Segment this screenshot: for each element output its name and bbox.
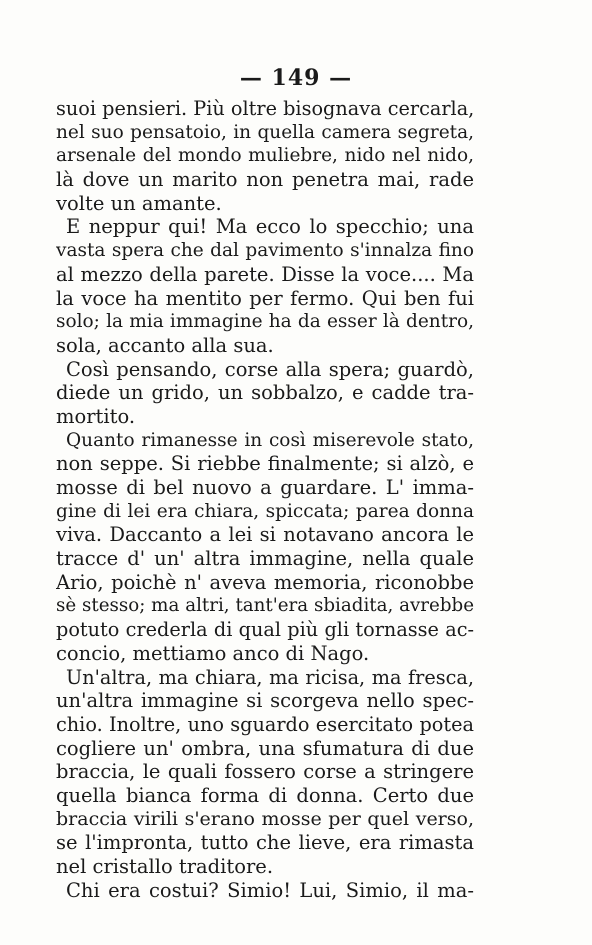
text-line: al mezzo della parete. Disse la voce.... Ma: [56, 262, 474, 286]
text-line: Ario, poichè n' aveva memoria, riconobbe: [56, 570, 474, 594]
text-line: Quanto rimanesse in così miserevole stato,: [66, 429, 474, 451]
text-line: mortito.: [56, 404, 136, 428]
text-line: la voce ha mentito per fermo. Qui ben fui: [56, 286, 474, 310]
body-text: [56, 97, 474, 902]
text-line: cogliere un' ombra, una sfumatura di due: [56, 736, 474, 760]
text-line: vasta spera che dal pavimento s'innalza fino: [56, 240, 474, 262]
text-line: non seppe. Si riebbe finalmente; si alzò, e: [56, 452, 474, 476]
text-line: gine di lei era chiara, spiccata; parea donna: [56, 500, 474, 522]
text-line: braccia virili s'erano mosse per quel verso,: [56, 807, 474, 830]
text-line: là dove un marito non penetra mai, rade: [56, 168, 474, 192]
text-line: braccia, le quali fossero corse a stringere: [56, 760, 474, 784]
text-line: tracce d' un' altra immagine, nella quale: [56, 547, 474, 571]
text-line: diede un grido, un sobbalzo, e cadde tra-: [56, 381, 474, 405]
text-line: Un'altra, ma chiara, ma ricisa, ma fresca,: [66, 665, 474, 689]
text-line: solo; la mia immagine ha da esser là dentro,: [56, 311, 474, 333]
text-line: quella bianca forma di donna. Certo due: [56, 783, 474, 807]
text-line: viva. Daccanto a lei si notavano ancora le: [56, 523, 474, 547]
text-line: un'altra immagine si scorgeva nello spec-: [56, 689, 474, 713]
page-number: — 149 —: [239, 65, 353, 91]
text-line: E neppur qui! Ma ecco lo specchio; una: [66, 215, 474, 239]
text-line: mosse di bel nuovo a guardare. L' imma-: [56, 476, 474, 499]
text-line: Così pensando, corse alla spera; guardò,: [66, 357, 474, 381]
text-line: nel suo pensatoio, in quella camera segreta,: [56, 121, 474, 143]
text-line: nel cristallo traditore.: [56, 855, 274, 878]
text-line: Chi era costui? Simio! Lui, Simio, il ma-: [66, 878, 474, 902]
text-line: concio, mettiamo anco di Nago.: [56, 641, 370, 665]
text-line: chio. Inoltre, uno sguardo esercitato potea: [56, 712, 474, 736]
text-line: sè stesso; ma altri, tant'era sbiadita, avrebbe: [56, 595, 474, 617]
text-line: arsenale del mondo muliebre, nido nel nido,: [56, 145, 474, 167]
text-line: sola, accanto alla sua.: [56, 333, 274, 357]
text-line: volte un amante.: [56, 191, 222, 215]
text-line: potuto crederla di qual più gli tornasse ac-: [56, 618, 474, 642]
text-line: se l'impronta, tutto che lieve, era rimasta: [56, 831, 474, 855]
text-line: suoi pensieri. Più oltre bisognava cercarla,: [56, 97, 474, 120]
